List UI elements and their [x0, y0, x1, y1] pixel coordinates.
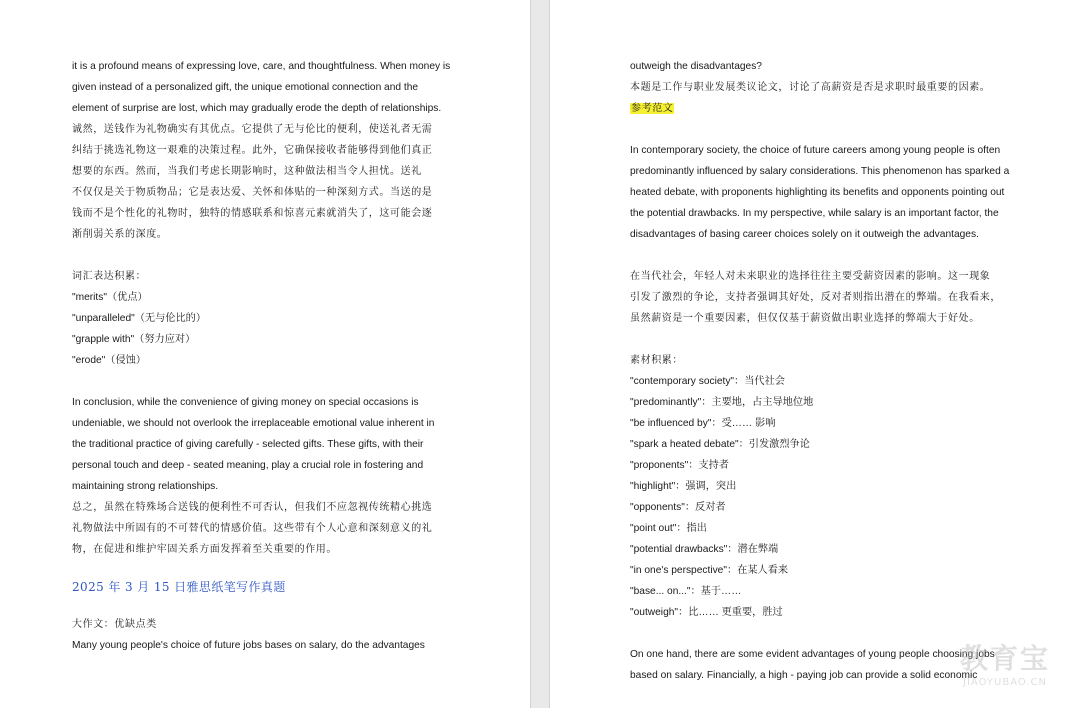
chinese-text-line: 钱而不是个性化的礼物时，独特的情感联系和惊喜元素就消失了，这可能会逐 [72, 208, 433, 219]
chinese-text-line: 不仅仅是关于物质物品；它是表达爱、关怀和体贴的一种深刻方式。当送的是 [72, 187, 433, 198]
text-line: On one hand, there are some evident advantages of young people choosing jobs [630, 649, 995, 660]
chinese-text-line: 诚然，送钱作为礼物确实有其优点。它提供了无与伦比的便利，使送礼者无需 [72, 124, 433, 135]
material-title: 素材积累： [630, 355, 683, 366]
text-line: disadvantages of basing career choices solely on it outweigh the advantages. [630, 229, 979, 240]
text-line: maintaining strong relationships. [72, 481, 219, 492]
chinese-text-line: 总之，虽然在特殊场合送钱的便利性不可否认，但我们不应忽视传统精心挑选 [72, 502, 433, 513]
material-item: "proponents"：支持者 [630, 460, 729, 471]
chinese-text-line: 礼物做法中所固有的不可替代的情感价值。这些带有个人心意和深刻意义的礼 [72, 523, 433, 534]
page-gutter [530, 0, 550, 708]
material-item: "point out"：指出 [630, 523, 707, 534]
material-item: "highlight"：强调，突出 [630, 481, 737, 492]
material-item: "base... on..."：基于…… [630, 586, 742, 597]
document-page-right [550, 0, 1080, 708]
material-item: "spark a heated debate"：引发激烈争论 [630, 439, 810, 450]
vocab-item: "unparalleled"（无与伦比的） [72, 313, 207, 324]
material-item: "in one's perspective"：在某人看来 [630, 565, 789, 576]
text-line: based on salary. Financially, a high - paying job can provide a solid economic [630, 670, 978, 681]
text-line: personal touch and deep - seated meaning, play a crucial role in fostering and [72, 460, 424, 471]
text-line: undeniable, we should not overlook the irreplaceable emotional value inherent in [72, 418, 435, 429]
vocab-item: "grapple with"（努力应对） [72, 334, 196, 345]
text-line: In conclusion, while the convenience of giving money on special occasions is [72, 397, 419, 408]
text-line: In contemporary society, the choice of future careers among young people is often [630, 145, 1001, 156]
task-question-end: outweigh the disadvantages? [630, 61, 762, 72]
text-line: element of surprise are lost, which may gradually erode the depth of relationships. [72, 103, 442, 114]
watermark-logo [940, 642, 1070, 702]
vocab-item: "erode"（侵蚀） [72, 355, 147, 366]
document-page-left [0, 0, 530, 708]
task-label: 大作文：优缺点类 [72, 619, 157, 630]
topic-description: 本题是工作与职业发展类议论文，讨论了高薪资是否是求职时最重要的因素。 [630, 82, 991, 93]
section-heading: 2025 年 3 月 15 日雅思纸笔写作真题 [72, 580, 286, 594]
watermark-sub-text: JIAOYUBAO.CN [963, 677, 1047, 688]
watermark-main-text: 教育宝 [959, 642, 1050, 675]
text-line: given instead of a personalized gift, the unique emotional connection and the [72, 82, 419, 93]
chinese-text-line: 纠结于挑选礼物这一艰难的决策过程。此外，它确保接收者能够得到他们真正 [72, 145, 433, 156]
sample-essay-label: 参考范文 [631, 103, 674, 114]
material-item: "opponents"：反对者 [630, 502, 726, 513]
vocab-item: "merits"（优点） [72, 292, 148, 303]
vocab-title: 词汇表达积累： [72, 271, 147, 282]
chinese-text-line: 物，在促进和维护牢固关系方面发挥着至关重要的作用。 [72, 544, 337, 555]
chinese-text-line: 虽然薪资是一个重要因素，但仅仅基于薪资做出职业选择的弊端大于好处。 [630, 313, 980, 324]
text-line: the potential drawbacks. In my perspective, while salary is an important factor, the [630, 208, 999, 219]
chinese-text-line: 引发了激烈的争论，支持者强调其好处，反对者则指出潜在的弊端。在我看来， [630, 292, 1001, 303]
chinese-text-line: 在当代社会，年轻人对未来职业的选择往往主要受薪资因素的影响。这一现象 [630, 271, 991, 282]
text-line: heated debate, with proponents highlighting its benefits and opponents pointing out [630, 187, 1005, 198]
material-item: "be influenced by"：受…… 影响 [630, 418, 776, 429]
page-content [72, 56, 472, 656]
text-line: the traditional practice of giving carefully - selected gifts. These gifts, with their [72, 439, 424, 450]
chinese-text-line: 渐削弱关系的深度。 [72, 229, 168, 240]
chinese-text-line: 想要的东西。然而，当我们考虑长期影响时，这种做法相当令人担忧。送礼 [72, 166, 422, 177]
material-item: "potential drawbacks"：潜在弊端 [630, 544, 779, 555]
material-item: "contemporary society"：当代社会 [630, 376, 785, 387]
material-item: "predominantly"：主要地，占主导地位地 [630, 397, 814, 408]
sample-essay-label-line [630, 98, 1025, 119]
task-question: Many young people's choice of future jobs bases on salary, do the advantages [72, 640, 425, 651]
text-line: it is a profound means of expressing love, care, and thoughtfulness. When money is [72, 61, 451, 72]
page-content [630, 56, 1025, 686]
material-item: "outweigh"：比…… 更重要，胜过 [630, 607, 783, 618]
text-line: predominantly influenced by salary considerations. This phenomenon has sparked a [630, 166, 1010, 177]
